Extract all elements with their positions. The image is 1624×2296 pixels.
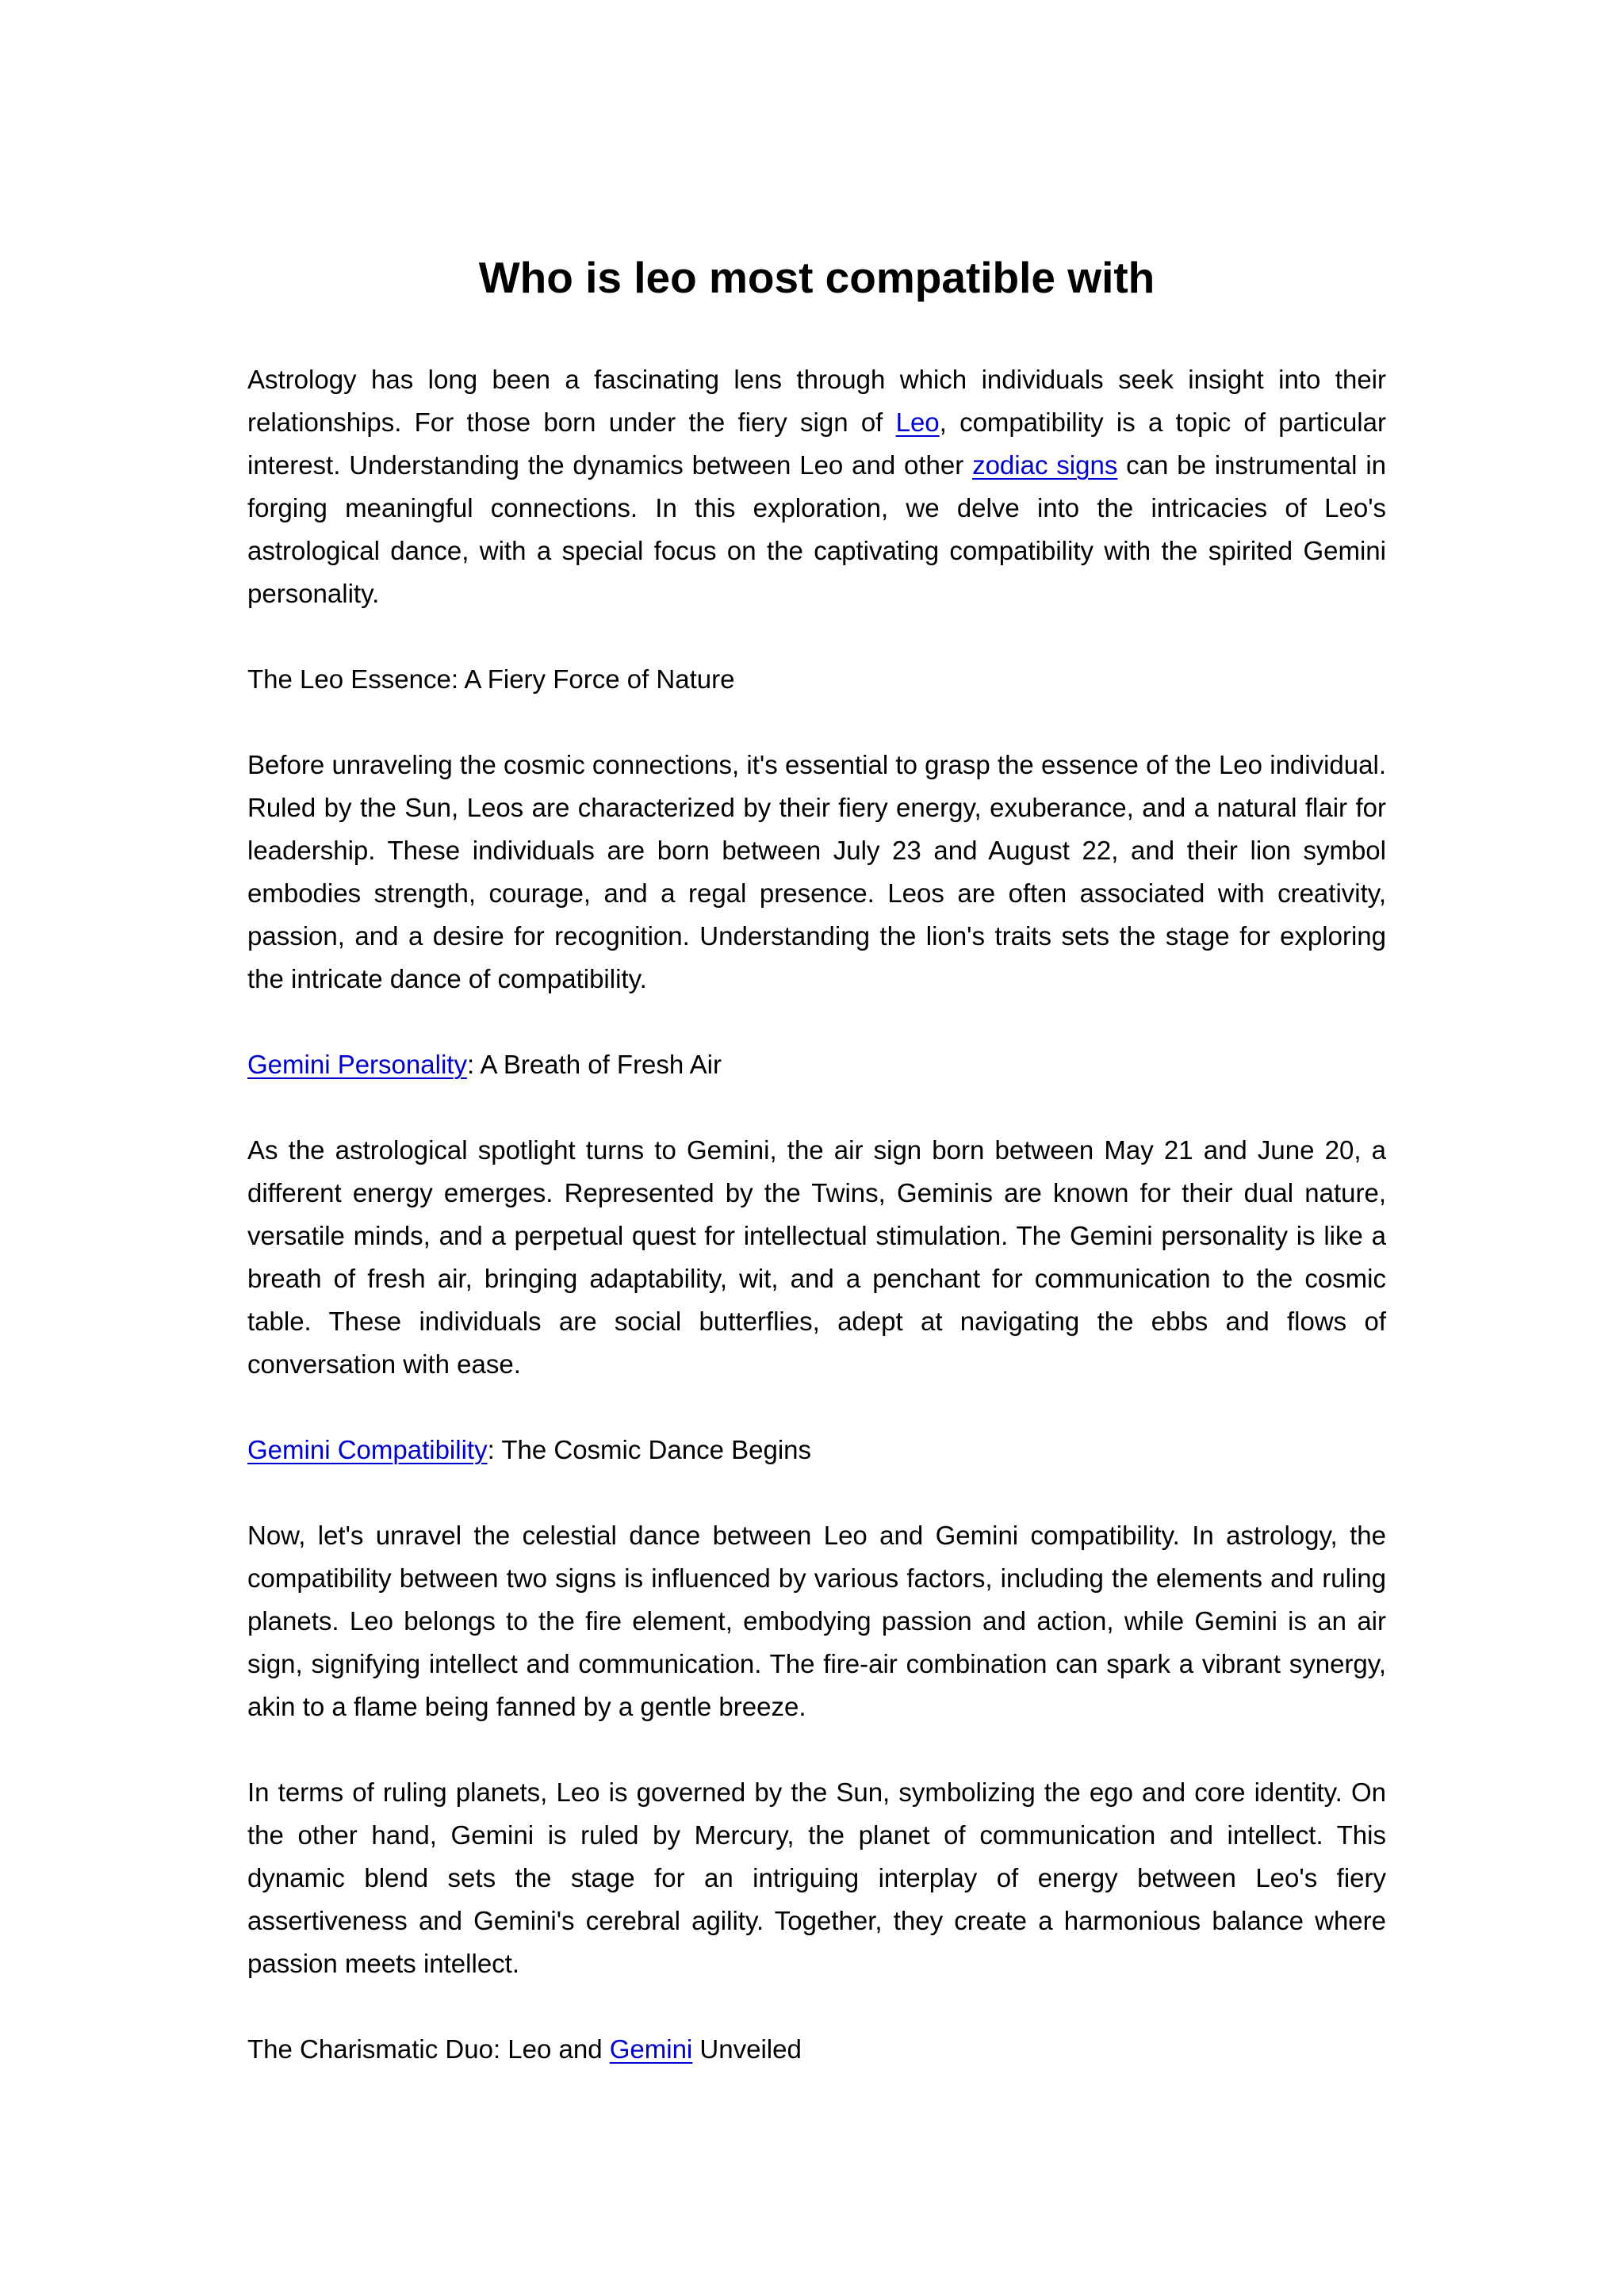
intro-text-3: can be instrumental in forging meaningful connections. In this exploration, we delve into the intricacies of Leo's astrological dance, with a special focus on the captivating compatibility with the spirited Gemini personality. (247, 450, 1387, 608)
gemini-link[interactable]: Gemini (609, 2034, 693, 2064)
intro-text-2: , compatibility is a topic of particular interest. Understanding the dynamics between Leo and other (247, 408, 1386, 480)
gemini-personality-paragraph: As the astrological spotlight turns to Gemini, the air sign born between May 21 and June 20, a different energy emerges. Represented by the Twins, Geminis are known for their dual nature, versatile minds, and a perpetual quest for intellectual stimulation. The Gemini personality is like a breath of fresh air, bringing adaptability, wit, and a penchant for communication to the cosmic table. These individuals are social butterflies, adept at navigating the ebbs and flows of conversation with ease. (247, 1135, 1386, 1379)
charismatic-duo-heading-text-1: The Charismatic Duo: Leo and (247, 2034, 610, 2064)
spacer (247, 1386, 1386, 1429)
article (247, 247, 1386, 2071)
compatibility-paragraph-2: In terms of ruling planets, Leo is governed by the Sun, symbolizing the ego and core identity. On the other hand, Gemini is ruled by Mercury, the planet of communication and intellect. This dynamic blend sets the stage for an intriguing interplay of energy between Leo's fiery assertiveness and Gemini's cerebral agility. Together, they create a harmonious balance where passion meets intellect. (247, 1777, 1386, 1978)
charismatic-duo-heading-text-2: Unveiled (692, 2034, 802, 2064)
spacer (247, 1471, 1386, 1514)
spacer (247, 1086, 1386, 1129)
section-heading-charismatic-duo (247, 2028, 1386, 2071)
compatibility-paragraph-1: Now, let's unravel the celestial dance between Leo and Gemini compatibility. In astrology, the compatibility between two signs is influenced by various factors, including the elements and ruling planets. Leo belongs to the fire element, embodying passion and action, while Gemini is an air sign, signifying intellect and communication. The fire-air combination can spark a vibrant synergy, akin to a flame being fanned by a gentle breeze. (247, 1521, 1386, 1721)
spacer (247, 1001, 1386, 1043)
section-heading-gemini-compatibility (247, 1429, 1386, 1471)
leo-link[interactable]: Leo (895, 408, 940, 437)
spacer (247, 1985, 1386, 2028)
section-heading-gemini-personality (247, 1043, 1386, 1086)
spacer (247, 701, 1386, 744)
leo-essence-paragraph: Before unraveling the cosmic connections, it's essential to grasp the essence of the Leo individual. Ruled by the Sun, Leos are characterized by their fiery energy, exuberance, and a natural flair for leadership. These individuals are born between July 23 and August 22, and their lion symbol embodies strength, courage, and a regal presence. Leos are often associated with creativity, passion, and a desire for recognition. Understanding the lion's traits sets the stage for exploring the intricate dance of compatibility. (247, 750, 1386, 993)
intro-paragraph (247, 358, 1386, 615)
gemini-personality-link[interactable]: Gemini Personality (247, 1050, 467, 1079)
gemini-compatibility-link[interactable]: Gemini Compatibility (247, 1435, 488, 1464)
gemini-personality-heading-text: : A Breath of Fresh Air (466, 1050, 722, 1079)
page-title: Who is leo most compatible with (478, 253, 1155, 302)
section-heading-leo-essence: The Leo Essence: A Fiery Force of Nature (247, 664, 735, 694)
gemini-compatibility-heading-text: : The Cosmic Dance Begins (487, 1435, 812, 1464)
zodiac-signs-link[interactable]: zodiac signs (972, 450, 1118, 480)
intro-text-1: Astrology has long been a fascinating lens through which individuals seek insight into their relationships. For those born under the fiery sign of (247, 365, 1386, 437)
spacer (247, 1728, 1386, 1771)
spacer (247, 615, 1386, 658)
